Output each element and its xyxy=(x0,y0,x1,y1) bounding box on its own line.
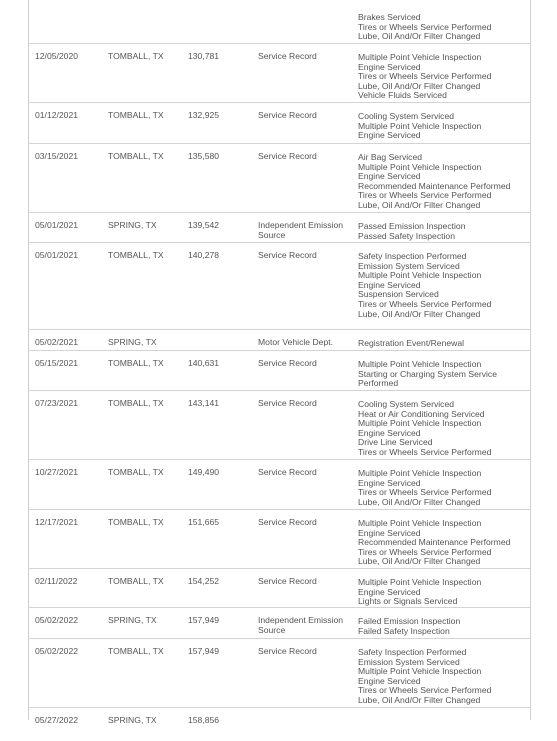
odometer-cell: 157,949 xyxy=(188,646,220,656)
odometer-cell: 149,490 xyxy=(188,467,220,477)
date-cell: 07/23/2021 xyxy=(35,398,79,408)
odometer-cell: 157,949 xyxy=(188,615,220,625)
vehicle-history-table xyxy=(28,0,530,741)
details-cell xyxy=(358,112,481,141)
detail-line: Multiple Point Vehicle Inspection xyxy=(358,359,482,369)
source-cell: Service Record xyxy=(258,358,317,368)
detail-line: Cooling System Serviced xyxy=(358,111,455,121)
location-cell: TOMBALL, TX xyxy=(108,250,164,260)
detail-line: Heat or Air Conditioning Serviced xyxy=(358,408,485,419)
detail-line: Lube, Oil And/Or Filter Changed xyxy=(358,556,481,567)
odometer-cell: 132,925 xyxy=(188,110,220,120)
detail-line: Multiple Point Vehicle Inspection xyxy=(358,518,482,528)
details-cell xyxy=(358,469,491,507)
source-cell: Service Record xyxy=(258,110,317,120)
location-cell: TOMBALL, TX xyxy=(108,110,164,120)
date-cell: 12/17/2021 xyxy=(35,517,79,527)
date-cell: 05/01/2021 xyxy=(35,250,79,260)
details-cell xyxy=(358,339,464,349)
location-cell: SPRING, TX xyxy=(108,715,157,725)
detail-line: Passed Safety Inspection xyxy=(358,230,455,241)
detail-line: Vehicle Fluids Serviced xyxy=(358,90,447,101)
odometer-cell: 158,856 xyxy=(188,715,220,725)
location-cell: SPRING, TX xyxy=(108,615,157,625)
odometer-cell: 154,252 xyxy=(188,576,220,586)
odometer-cell: 139,542 xyxy=(188,220,220,230)
date-cell: 12/05/2020 xyxy=(35,51,79,61)
detail-line: Failed Safety Inspection xyxy=(358,625,450,636)
detail-line: Registration Event/Renewal xyxy=(358,338,465,348)
location-cell: TOMBALL, TX xyxy=(108,398,164,408)
location-cell: SPRING, TX xyxy=(108,220,157,230)
detail-line: Failed Emission Inspection xyxy=(358,616,461,626)
detail-line: Tires or Wheels Service Performed xyxy=(358,685,492,696)
source-cell: Service Record xyxy=(258,646,317,656)
history-row xyxy=(28,144,530,213)
detail-line: Tires or Wheels Service Performed xyxy=(358,298,492,309)
source-cell: Independent Emission Source xyxy=(258,220,344,240)
detail-line: Multiple Point Vehicle Inspection xyxy=(358,120,482,131)
details-cell xyxy=(358,519,510,567)
details-cell xyxy=(358,53,491,101)
location-cell: TOMBALL, TX xyxy=(108,646,164,656)
details-cell xyxy=(358,153,510,211)
odometer-cell: 151,665 xyxy=(188,517,220,527)
detail-line: Engine Serviced xyxy=(358,586,421,597)
detail-line: Emission System Serviced xyxy=(358,260,460,271)
history-row xyxy=(28,460,530,510)
detail-line: Multiple Point Vehicle Inspection xyxy=(358,52,482,62)
details-cell xyxy=(358,617,460,636)
history-row xyxy=(28,708,530,741)
detail-line: Lube, Oil And/Or Filter Changed xyxy=(358,694,481,705)
detail-line: Engine Serviced xyxy=(358,279,421,290)
date-cell: 01/12/2021 xyxy=(35,110,79,120)
detail-line: Multiple Point Vehicle Inspection xyxy=(358,577,482,587)
detail-line: Tires or Wheels Service Performed xyxy=(358,446,492,457)
date-cell: 05/02/2022 xyxy=(35,646,79,656)
history-row xyxy=(28,330,530,351)
detail-line: Safety Inspection Performed xyxy=(358,251,467,261)
detail-line: Emission System Serviced xyxy=(358,656,460,667)
detail-line: Lube, Oil And/Or Filter Changed xyxy=(358,31,481,42)
detail-line: Tires or Wheels Service Performed xyxy=(358,546,492,557)
odometer-cell: 130,781 xyxy=(188,51,220,61)
detail-line: Starting or Charging System Service xyxy=(358,368,497,379)
detail-line: Lube, Oil And/Or Filter Changed xyxy=(358,496,481,507)
location-cell: TOMBALL, TX xyxy=(108,467,164,477)
source-cell: Service Record xyxy=(258,51,317,61)
date-cell: 05/15/2021 xyxy=(35,358,79,368)
history-row xyxy=(28,213,530,243)
detail-line: Tires or Wheels Service Performed xyxy=(358,190,492,201)
details-cell xyxy=(358,222,465,241)
detail-line: Multiple Point Vehicle Inspection xyxy=(358,468,482,478)
detail-line: Cooling System Serviced xyxy=(358,399,455,409)
detail-line: Engine Serviced xyxy=(358,527,421,538)
detail-line: Multiple Point Vehicle Inspection xyxy=(358,161,482,172)
source-cell: Service Record xyxy=(258,250,317,260)
detail-line: Suspension Serviced xyxy=(358,289,439,300)
detail-line: Engine Serviced xyxy=(358,427,421,438)
location-cell: TOMBALL, TX xyxy=(108,51,164,61)
details-cell xyxy=(358,400,491,458)
date-cell: 05/02/2022 xyxy=(35,615,79,625)
odometer-cell: 140,631 xyxy=(188,358,220,368)
date-cell: 05/27/2022 xyxy=(35,715,79,725)
detail-line: Safety Inspection Performed xyxy=(358,647,467,657)
history-row xyxy=(28,608,530,639)
detail-line: Passed Emission Inspection xyxy=(358,221,466,231)
detail-line: Brakes Serviced xyxy=(358,12,421,22)
history-row xyxy=(28,44,530,103)
detail-line: Multiple Point Vehicle Inspection xyxy=(358,418,482,429)
detail-line: Air Bag Serviced xyxy=(358,152,423,162)
details-cell xyxy=(358,13,491,42)
date-cell: 03/15/2021 xyxy=(35,151,79,161)
source-cell: Motor Vehicle Dept. xyxy=(258,337,333,347)
source-cell: Service Record xyxy=(258,398,317,408)
source-cell: Service Record xyxy=(258,517,317,527)
details-cell xyxy=(358,578,481,607)
right-border-line xyxy=(530,0,531,720)
detail-line: Lube, Oil And/Or Filter Changed xyxy=(358,80,481,91)
history-row xyxy=(28,243,530,330)
detail-line: Drive Line Serviced xyxy=(358,437,433,448)
detail-line: Engine Serviced xyxy=(358,171,421,182)
history-row xyxy=(28,569,530,608)
date-cell: 02/11/2022 xyxy=(35,576,78,586)
detail-line: Lube, Oil And/Or Filter Changed xyxy=(358,308,481,319)
location-cell: TOMBALL, TX xyxy=(108,151,164,161)
detail-line: Multiple Point Vehicle Inspection xyxy=(358,666,482,677)
detail-line: Tires or Wheels Service Performed xyxy=(358,487,492,498)
source-cell: Independent Emission Source xyxy=(258,615,344,635)
history-row xyxy=(28,0,530,44)
date-cell: 10/27/2021 xyxy=(35,467,79,477)
odometer-cell: 140,278 xyxy=(188,250,220,260)
detail-line: Multiple Point Vehicle Inspection xyxy=(358,270,482,281)
source-cell: Service Record xyxy=(258,576,317,586)
source-cell: Service Record xyxy=(258,467,317,477)
detail-line: Engine Serviced xyxy=(358,675,421,686)
history-row xyxy=(28,351,530,391)
details-cell xyxy=(358,648,491,706)
location-cell: TOMBALL, TX xyxy=(108,358,164,368)
location-cell: TOMBALL, TX xyxy=(108,576,164,586)
date-cell: 05/02/2021 xyxy=(35,337,79,347)
detail-line: Recommended Maintenance Performed xyxy=(358,537,511,548)
history-row xyxy=(28,103,530,144)
location-cell: SPRING, TX xyxy=(108,337,157,347)
details-cell xyxy=(358,252,491,319)
history-row xyxy=(28,639,530,708)
source-cell: Service Record xyxy=(258,151,317,161)
detail-line: Performed xyxy=(358,378,399,389)
location-cell: TOMBALL, TX xyxy=(108,517,164,527)
odometer-cell: 143,141 xyxy=(188,398,220,408)
detail-line: Tires or Wheels Service Performed xyxy=(358,71,492,82)
details-cell xyxy=(358,360,497,389)
detail-line: Engine Serviced xyxy=(358,130,421,141)
history-row xyxy=(28,391,530,460)
detail-line: Recommended Maintenance Performed xyxy=(358,180,511,191)
history-row xyxy=(28,510,530,569)
date-cell: 05/01/2021 xyxy=(35,220,79,230)
detail-line: Lights or Signals Serviced xyxy=(358,596,458,607)
detail-line: Engine Serviced xyxy=(358,477,421,488)
detail-line: Lube, Oil And/Or Filter Changed xyxy=(358,199,481,210)
detail-line: Engine Serviced xyxy=(358,61,421,72)
odometer-cell: 135,580 xyxy=(188,151,220,161)
detail-line: Tires or Wheels Service Performed xyxy=(358,21,492,32)
